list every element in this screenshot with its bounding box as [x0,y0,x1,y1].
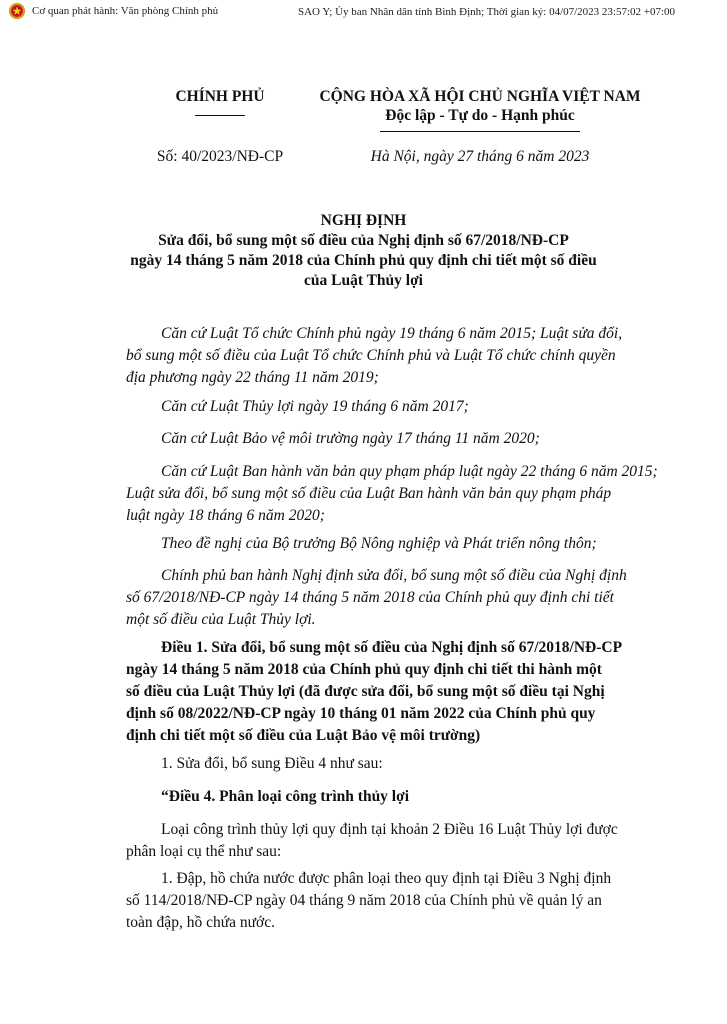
preamble-line: địa phương ngày 22 tháng 11 năm 2019; [126,369,379,386]
title-line: Sửa đổi, bổ sung một số điều của Nghị định số 67/2018/NĐ-CP [158,232,569,249]
preamble-line: một số điều của Luật Thủy lợi. [126,611,316,628]
article-4-intro [126,819,666,863]
article-4-title [126,786,666,808]
preamble-line: Luật sửa đổi, bổ sung một số điều của Luật Ban hành văn bản quy phạm pháp [126,485,612,502]
national-emblem-icon [8,2,26,20]
signature-issuer-text: Cơ quan phát hành: Văn phòng Chính phủ [32,5,219,17]
article-1-heading [126,637,666,747]
article-4-item-1-line: 1. Đập, hồ chứa nước được phân loại theo quy định tại Điều 3 Nghị định [161,870,612,887]
article-1-line: định chi tiết một số điều của Luật Bảo vệ môi trường) [126,727,481,744]
article-4-item-1 [126,868,666,934]
article-4-title-text: “Điều 4. Phân loại công trình thủy lợi [161,788,410,805]
clause-1 [126,753,666,775]
preamble-line: Theo đề nghị của Bộ trưởng Bộ Nông nghiệp và Phát triển nông thôn; [161,535,597,552]
article-1-line: định số 08/2022/NĐ-CP ngày 10 tháng 01 năm 2022 của Chính phủ quy [126,705,596,722]
preamble-line: bổ sung một số điều của Luật Tổ chức Chính phủ và Luật Tổ chức chính quyền [126,347,616,364]
agency-underline [195,115,245,116]
preamble-paragraph [126,565,666,631]
agency-name: CHÍNH PHỦ [175,88,265,105]
preamble-line: Căn cứ Luật Bảo vệ môi trường ngày 17 tháng 11 năm 2020; [161,430,540,447]
article-1-line: Điều 1. Sửa đổi, bổ sung một số điều của Nghị định số 67/2018/NĐ-CP [161,639,623,656]
preamble-line: Căn cứ Luật Tổ chức Chính phủ ngày 19 tháng 6 năm 2015; Luật sửa đổi, [161,325,623,342]
document-number: Số: 40/2023/NĐ-CP [156,148,284,165]
preamble-line: luật ngày 18 tháng 6 năm 2020; [126,507,325,524]
motto-underline [380,131,580,132]
signature-copy-info: SAO Y; Ủy ban Nhân dân tỉnh Bình Định; Thời gian ký: 04/07/2023 23:57:02 +07:00 [298,6,676,18]
national-motto: Độc lập - Tự do - Hạnh phúc [385,107,575,124]
article-1-line: ngày 14 tháng 5 năm 2018 của Chính phủ quy định chi tiết thi hành một [126,661,602,678]
preamble-line: Chính phủ ban hành Nghị định sửa đổi, bổ sung một số điều của Nghị định [161,567,627,584]
article-1-line: số điều của Luật Thủy lợi (đã được sửa đổi, bổ sung một số điều tại Nghị [126,683,605,700]
preamble-paragraph [126,533,666,555]
preamble-line: Căn cứ Luật Thủy lợi ngày 19 tháng 6 năm 2017; [161,398,469,415]
country-name: CỘNG HÒA XÃ HỘI CHỦ NGHĨA VIỆT NAM [319,88,641,105]
place-date: Hà Nội, ngày 27 tháng 6 năm 2023 [370,148,590,165]
signature-issuer [8,2,218,20]
title-line: của Luật Thủy lợi [304,272,423,289]
article-4-item-1-line: số 114/2018/NĐ-CP ngày 04 tháng 9 năm 2018 của Chính phủ về quản lý an [126,892,602,909]
preamble-paragraph [126,323,666,389]
article-4-intro-line: Loại công trình thủy lợi quy định tại khoản 2 Điều 16 Luật Thủy lợi được [161,821,618,838]
preamble-paragraph [126,396,666,418]
title-line: ngày 14 tháng 5 năm 2018 của Chính phủ quy định chi tiết một số điều [130,252,597,269]
preamble-line: Căn cứ Luật Ban hành văn bản quy phạm pháp luật ngày 22 tháng 6 năm 2015; [161,463,658,480]
clause-1-text: 1. Sửa đổi, bổ sung Điều 4 như sau: [161,755,383,772]
preamble-paragraph [126,428,666,450]
document-type: NGHỊ ĐỊNH [320,212,407,229]
article-4-item-1-line: toàn đập, hồ chứa nước. [126,914,275,931]
article-4-intro-line: phân loại cụ thể như sau: [126,843,282,860]
preamble-paragraph [126,461,666,527]
preamble-line: số 67/2018/NĐ-CP ngày 14 tháng 5 năm 2018 của Chính phủ quy định chi tiết [126,589,614,606]
